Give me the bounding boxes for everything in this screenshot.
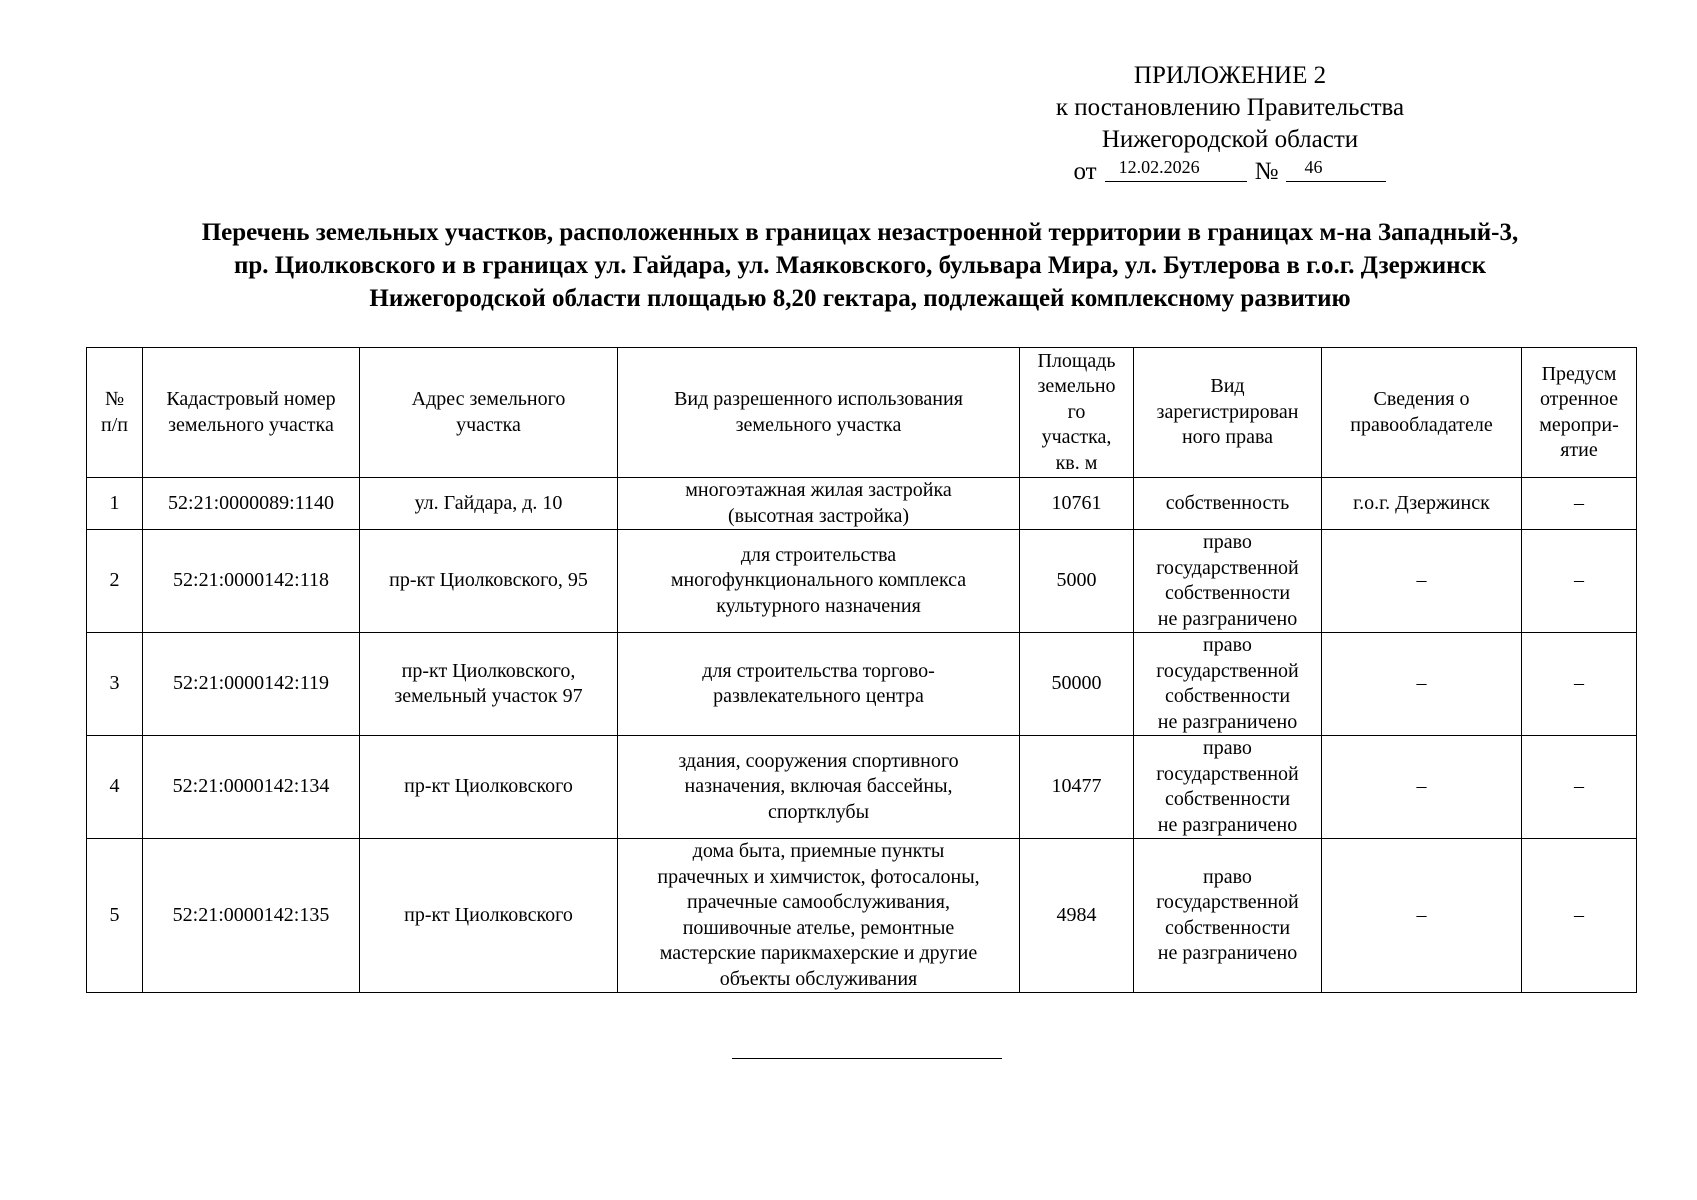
cell-line: земельного участка [168, 413, 334, 436]
cell-line: ятие [1560, 439, 1598, 461]
cell-line: здания, сооружения спортивного [678, 749, 959, 772]
cell-line: объекты обслуживания [719, 967, 918, 990]
cell-line: назначения, включая бассейны, [684, 775, 953, 798]
cell-line: не разграничено [1157, 942, 1298, 964]
cell-line: правообладателе [1350, 413, 1493, 436]
cell-address [360, 633, 618, 736]
cell-area: 5000 [1020, 530, 1134, 633]
cell-right [1134, 478, 1322, 530]
cell-event: – [1522, 633, 1637, 736]
cell-address [360, 478, 618, 530]
cell-right [1134, 736, 1322, 839]
cell-cadastral: 52:21:0000142:119 [143, 633, 360, 736]
table-body [87, 478, 1637, 993]
cell-num: 5 [87, 839, 143, 993]
cell-line: го [1067, 400, 1086, 423]
cell-line: мастерские парикмахерские и другие [659, 942, 978, 964]
appendix-block [1020, 60, 1440, 188]
cell-line: зарегистрирован [1156, 400, 1299, 423]
cell-cadastral: 52:21:0000142:135 [143, 839, 360, 993]
cell-event: – [1522, 530, 1637, 633]
header-address [360, 348, 618, 478]
cell-line: участка [456, 413, 521, 436]
cell-area: 4984 [1020, 839, 1134, 993]
cell-area: 50000 [1020, 633, 1134, 736]
header-right [1134, 348, 1322, 478]
cell-line: дома быта, приемные пункты [692, 840, 945, 862]
cell-right [1134, 633, 1322, 736]
cell-line: земельный участок 97 [394, 685, 583, 707]
cell-address [360, 736, 618, 839]
cell-line: кв. м [1055, 451, 1098, 474]
cell-line: спортклубы [767, 800, 870, 823]
table-row [87, 839, 1637, 993]
cell-owner: – [1322, 839, 1522, 993]
header-event [1522, 348, 1637, 478]
cell-line: Кадастровый номер [166, 388, 336, 410]
cell-num: 4 [87, 736, 143, 839]
cell-use [618, 736, 1020, 839]
cell-owner: – [1322, 736, 1522, 839]
cell-line: государственной [1156, 762, 1299, 785]
cell-right [1134, 839, 1322, 993]
cell-line: не разграничено [1157, 710, 1298, 733]
number-label: № [1254, 158, 1279, 185]
cell-address [360, 839, 618, 993]
cell-line: право [1203, 865, 1252, 888]
cell-num: 3 [87, 633, 143, 736]
decree-date: 12.02.2026 [1105, 157, 1247, 182]
cell-right [1134, 530, 1322, 633]
cell-line: ул. Гайдара, д. 10 [414, 491, 563, 514]
header-cadastral [143, 348, 360, 478]
cell-line: развлекательного центра [713, 685, 924, 707]
cell-line: государственной [1156, 891, 1299, 913]
cell-line: п/п [101, 413, 128, 436]
header-num [87, 348, 143, 478]
cell-line: земельного участка [735, 413, 902, 436]
cell-line: государственной [1156, 556, 1299, 579]
header-use [618, 348, 1020, 478]
cell-area: 10477 [1020, 736, 1134, 839]
cell-line: не разграничено [1157, 813, 1298, 836]
cell-event: – [1522, 736, 1637, 839]
cell-line: собственность [1165, 491, 1290, 514]
cell-owner: г.о.г. Дзержинск [1322, 478, 1522, 530]
cell-line: пр-кт Циолковского [404, 903, 573, 926]
table-row [87, 530, 1637, 633]
cell-line: не разграничено [1157, 607, 1298, 630]
cell-line: пр-кт Циолковского, 95 [389, 569, 588, 592]
cell-line: № [104, 388, 125, 410]
title-line-2: пр. Циолковского и в границах ул. Гайдара, ул. Маяковского, бульвара Мира, ул. Бутлерова в г.о.г. Дзержинск [233, 252, 1487, 279]
cell-line: Площадь [1037, 349, 1116, 372]
decree-number: 46 [1286, 157, 1386, 182]
cell-line: пр-кт Циолковского [404, 775, 573, 798]
appendix-line-1: к постановлению Правительства [1055, 94, 1405, 121]
cell-event: – [1522, 478, 1637, 530]
cell-cadastral: 52:21:0000089:1140 [143, 478, 360, 530]
cell-line: Сведения о [1373, 388, 1470, 410]
cell-area: 10761 [1020, 478, 1134, 530]
cell-event: – [1522, 839, 1637, 993]
cell-line: право [1203, 634, 1252, 656]
title-line-1: Перечень земельных участков, расположенных в границах незастроенной территории в границах м-на Западный-3, [201, 219, 1519, 246]
title-line-3: Нижегородской области площадью 8,20 гектара, подлежащей комплексному развитию [369, 285, 1351, 312]
table-header-row [87, 348, 1637, 478]
cell-line: прачечных и химчисток, фотосалоны, [657, 865, 980, 888]
cell-use [618, 478, 1020, 530]
document-title [60, 216, 1660, 315]
cell-line: собственности [1164, 916, 1291, 939]
cell-line: культурного назначения [716, 594, 921, 617]
cell-line: собственности [1164, 685, 1291, 707]
cell-line: пошивочные ателье, ремонтные [682, 916, 955, 939]
header-area [1020, 348, 1134, 478]
cell-line: собственности [1164, 788, 1291, 810]
cell-owner: – [1322, 530, 1522, 633]
cell-line: для строительства торгово- [702, 659, 935, 682]
cell-line: прачечные самообслуживания, [687, 891, 950, 913]
end-rule [732, 1058, 1002, 1059]
cell-cadastral: 52:21:0000142:134 [143, 736, 360, 839]
table-row [87, 736, 1637, 839]
appendix-title: ПРИЛОЖЕНИЕ 2 [1133, 62, 1327, 89]
cell-num: 2 [87, 530, 143, 633]
land-plots-table [86, 347, 1637, 993]
cell-use [618, 839, 1020, 993]
cell-line: земельно [1037, 375, 1116, 398]
cell-num: 1 [87, 478, 143, 530]
cell-line: участка, [1041, 426, 1112, 449]
cell-line: меропри- [1539, 413, 1619, 436]
cell-line: многофункционального комплекса [670, 569, 967, 592]
cell-line: право [1203, 737, 1252, 759]
cell-line: Адрес земельного [411, 388, 566, 410]
from-label: от [1073, 158, 1097, 185]
cell-owner: – [1322, 633, 1522, 736]
table-row [87, 633, 1637, 736]
cell-use [618, 530, 1020, 633]
cell-line: Вид разрешенного использования [674, 388, 963, 410]
appendix-line-2: Нижегородской области [1101, 126, 1359, 153]
cell-line: (высотная застройка) [728, 504, 909, 527]
cell-use [618, 633, 1020, 736]
cell-line: Вид [1210, 375, 1245, 398]
cell-line: пр-кт Циолковского, [401, 659, 576, 682]
cell-cadastral: 52:21:0000142:118 [143, 530, 360, 633]
cell-line: собственности [1164, 582, 1291, 604]
cell-line: для строительства [740, 543, 897, 566]
table-row [87, 478, 1637, 530]
cell-line: отренное [1539, 388, 1619, 410]
cell-address [360, 530, 618, 633]
cell-line: Предусм [1541, 362, 1617, 385]
header-owner [1322, 348, 1522, 478]
cell-line: ного права [1181, 426, 1274, 449]
cell-line: многоэтажная жилая застройка [685, 479, 952, 501]
cell-line: право [1203, 531, 1252, 553]
cell-line: государственной [1156, 659, 1299, 682]
appendix-date-line [1020, 156, 1440, 188]
